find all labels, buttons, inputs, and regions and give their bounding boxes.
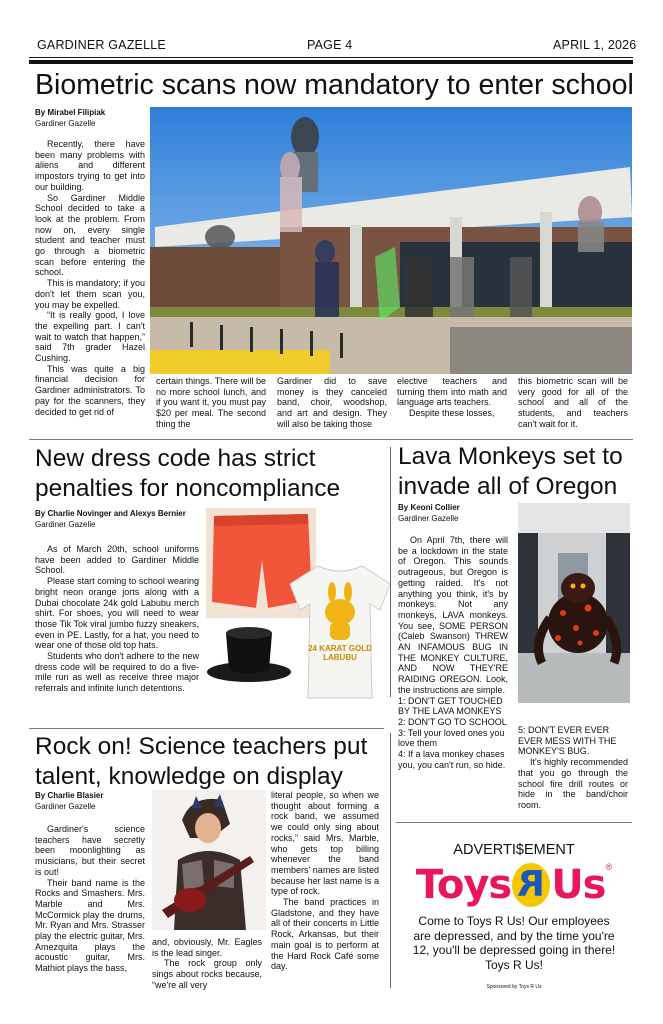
column-divider	[390, 733, 391, 988]
paper-name: GARDINER GAZELLE	[37, 38, 166, 52]
top-hat-photo	[206, 625, 292, 685]
paragraph: Their band name is the Rocks and Smashers. Mrs. Marble and Mrs. McCormick play the drums, Mr. Ryan and Mrs. Strasser play the electric guitar, Mrs. Amezquita plays the acoustic guitar, Mrs. Mathiot plays the bass,	[35, 877, 145, 974]
article4-headline: Rock on! Science teachers put talent, knowledge on display	[35, 733, 368, 790]
paragraph: Recently, there have been many problems with aliens and different impostors trying to get into our building.	[35, 139, 145, 192]
toys-r-us-logo	[396, 862, 632, 908]
rule-item: 4: If a lava monkey chases you, you can't run, so hide.	[398, 749, 506, 770]
article1-byline: By Mirabel Filipiak	[35, 108, 106, 117]
section-divider	[29, 728, 384, 729]
school-photo	[150, 107, 632, 374]
page-number: PAGE 4	[307, 38, 353, 52]
article1-headline: Biometric scans now mandatory to enter school	[35, 69, 634, 101]
rock-teacher-photo	[152, 790, 266, 930]
rule-item: 3: Tell your loved ones you love them	[398, 727, 505, 749]
section-divider	[396, 822, 632, 823]
rule-item: 5: DON'T EVER EVER EVER MESS WITH THE MONKEY'S BUG.	[518, 725, 617, 757]
ad-body: Come to Toys R Us! Our employees are depressed, and by the time you're 12, you'll be depressed going in there! Toys R Us!	[412, 914, 616, 972]
rule-item: 2: DON'T GO TO SCHOOL	[398, 716, 507, 727]
article2-headline: New dress code has strict penalties for noncompliance	[35, 445, 341, 502]
paragraph: This was quite a big financial decision for Gardiner administrators. To pay for the scanners, they decided to get rid of	[35, 363, 145, 417]
logo-registered-mark: ®	[605, 862, 613, 872]
paragraph: elective teachers and turning them into math and language arts teachers.	[397, 376, 507, 408]
article2-org: Gardiner Gazelle	[35, 520, 96, 529]
masthead-rule-thin	[29, 57, 633, 58]
paragraph: Students who don't adhere to the new dress code will be required to do a five-mile run as well as receive three major referrals and infinite lunch detentions.	[35, 651, 199, 694]
article1-col2: certain things. There will be no more school lunch, and if you want it, you must pay $20 per meal. The second thing the	[156, 376, 266, 429]
paragraph: As of March 20th, school uniforms have been added to Gardiner Middle School.	[35, 544, 199, 576]
logo-toys: Toys	[415, 862, 512, 908]
article1-col4	[397, 376, 507, 419]
article2-body	[35, 544, 199, 694]
section-divider	[29, 439, 633, 440]
masthead-rule-thick	[29, 60, 633, 64]
article3-col1	[398, 535, 508, 770]
article4-byline: By Charlie Blasier	[35, 791, 104, 800]
article4-col3	[271, 790, 379, 972]
column-divider	[390, 447, 391, 697]
paragraph: literal people, so when we thought about forming a rock band, we assumed we could only sing about rocks,” said Mrs. Marble, who gets top billing whenever the band members' names are listed because her last name is a type of rock.	[271, 790, 379, 897]
ad-sponsor: Sponsored by Toys R Us	[486, 984, 542, 990]
logo-r: R	[512, 863, 550, 907]
article3-org: Gardiner Gazelle	[398, 514, 459, 523]
logo-us: Us	[551, 862, 606, 908]
paragraph: On April 7th, there will be a lockdown in the state of Oregon. This sounds outrageous, but Oregon is getting raided. It's not anything you think, it's by monkeys. Not any monkeys, LAVA monkeys. You see, SOME PERSON (Caleb Swanson) THREW AN INFAMOUS BUG IN THE MONKEY CULTURE, AND NOW THEY'RE RAIDING OREGON. Look, the instructions are simple.	[398, 535, 508, 695]
article1-col1	[35, 139, 145, 417]
issue-date: APRIL 1, 2026	[553, 38, 637, 52]
paragraph: This is mandatory; if you don't let them scan you, you may be expelled.	[35, 278, 145, 310]
article1-col3: Gardiner did to save money is they canceled band, choir, woodshop, and art and design. They will also be taking those	[277, 376, 387, 429]
rule-item: 1: DON'T GET TOUCHED BY THE LAVA MONKEYS	[398, 695, 503, 717]
article1-col5: this biometric scan will be very good for all of the school and all of the students, and teachers can't wait for it.	[518, 376, 628, 429]
paragraph: The band practices in Gladstone, and they have all of their concerts in Little Rock, Arkansas, but their main goal is to perform at the Hard Rock Café some day.	[271, 897, 379, 972]
paragraph: So Gardiner Middle School decided to take a look at the problem. From now on, every single student and teacher must go through a biometric scan before entering the school.	[35, 192, 145, 278]
paragraph: Please start coming to school wearing bright neon orange jorts along with a Dubai chocolate 24k gold Labubu merch shirt. For shoes, you will need to wear those Tik Tok viral jumbo fuzzy sneakers, even in PE. Lastly, for a hat, you need to wear one of those old top hats.	[35, 576, 199, 651]
ad-heading: ADVERTI$EMENT	[453, 842, 575, 858]
article4-org: Gardiner Gazelle	[35, 802, 96, 811]
article1-org: Gardiner Gazelle	[35, 119, 96, 128]
article4-col1	[35, 824, 145, 974]
paragraph: Gardiner's science teachers have secretly been moonlighting as musicians, but their secret is out!	[35, 824, 145, 877]
paragraph: and, obviously, Mr. Eagles is the lead singer.	[152, 937, 262, 958]
lava-monkey-photo	[518, 503, 630, 703]
article2-byline: By Charlie Novinger and Alexys Bernier	[35, 509, 186, 518]
paragraph: Despite these losses,	[409, 408, 495, 419]
article3-headline: Lava Monkeys set to invade all of Oregon	[398, 443, 623, 500]
article4-col2	[152, 937, 262, 991]
paragraph: “It is really good, I love the expelling part. I can't wait to watch that happen,” said 7th grader Hazel Cushing.	[35, 310, 145, 364]
shirt-print-text: 24 KARAT GOLD LABUBU	[308, 644, 372, 662]
article3-byline: By Keoni Collier	[398, 503, 460, 512]
paragraph: It's highly recommended that you go through the school fire drill routes or hide in the band/choir room.	[518, 757, 628, 810]
labubu-shirt-photo	[288, 562, 392, 702]
paragraph: The rock group only sings about rocks because, “we're all very	[152, 958, 262, 990]
article3-col2	[518, 725, 628, 811]
